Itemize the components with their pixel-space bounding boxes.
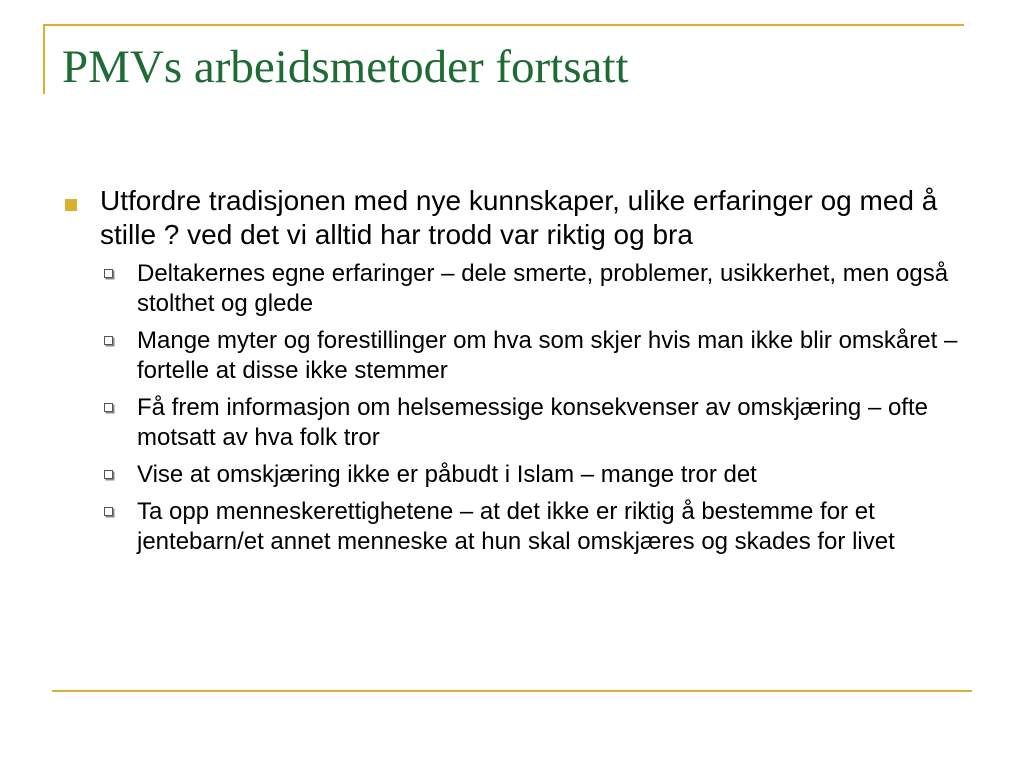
sub-bullet-item	[62, 393, 962, 453]
top-border-line	[43, 24, 964, 26]
square-bullet-icon	[65, 199, 77, 211]
sub-bullet-item	[62, 460, 962, 490]
bottom-border-line	[52, 690, 972, 692]
sub-bullet-text: Få frem informasjon om helsemessige konsekvenser av omskjæring – ofte motsatt av hva folk tror	[137, 394, 928, 451]
sub-bullet-item	[62, 497, 962, 557]
main-bullet-text: Utfordre tradisjonen med nye kunnskaper, ulike erfaringer og med å stille ? ved det vi alltid har trodd var riktig og bra	[100, 185, 938, 250]
left-border-line	[43, 24, 45, 94]
sub-bullet-item	[62, 326, 962, 386]
sub-bullet-item	[62, 259, 962, 319]
sub-bullet-text: Deltakernes egne erfaringer – dele smerte, problemer, usikkerhet, men også stolthet og glede	[137, 260, 949, 317]
sub-bullet-text: Vise at omskjæring ikke er påbudt i Islam – mange tror det	[137, 461, 757, 488]
sub-bullet-list	[62, 259, 962, 557]
sub-bullet-text: Mange myter og forestillinger om hva som skjer hvis man ikke blir omskåret – fortelle at disse ikke stemmer	[137, 327, 958, 384]
checkbox-bullet-icon	[104, 470, 113, 479]
checkbox-bullet-icon	[104, 507, 113, 516]
slide-title: PMVs arbeidsmetoder fortsatt	[62, 41, 629, 93]
checkbox-bullet-icon	[104, 336, 113, 345]
checkbox-bullet-icon	[104, 403, 113, 412]
slide-content	[62, 184, 962, 564]
main-bullet-item	[62, 184, 962, 252]
checkbox-bullet-icon	[104, 269, 113, 278]
sub-bullet-text: Ta opp menneskerettighetene – at det ikke er riktig å bestemme for et jentebarn/et annet menneske at hun skal omskjæres og skades for livet	[137, 498, 895, 555]
